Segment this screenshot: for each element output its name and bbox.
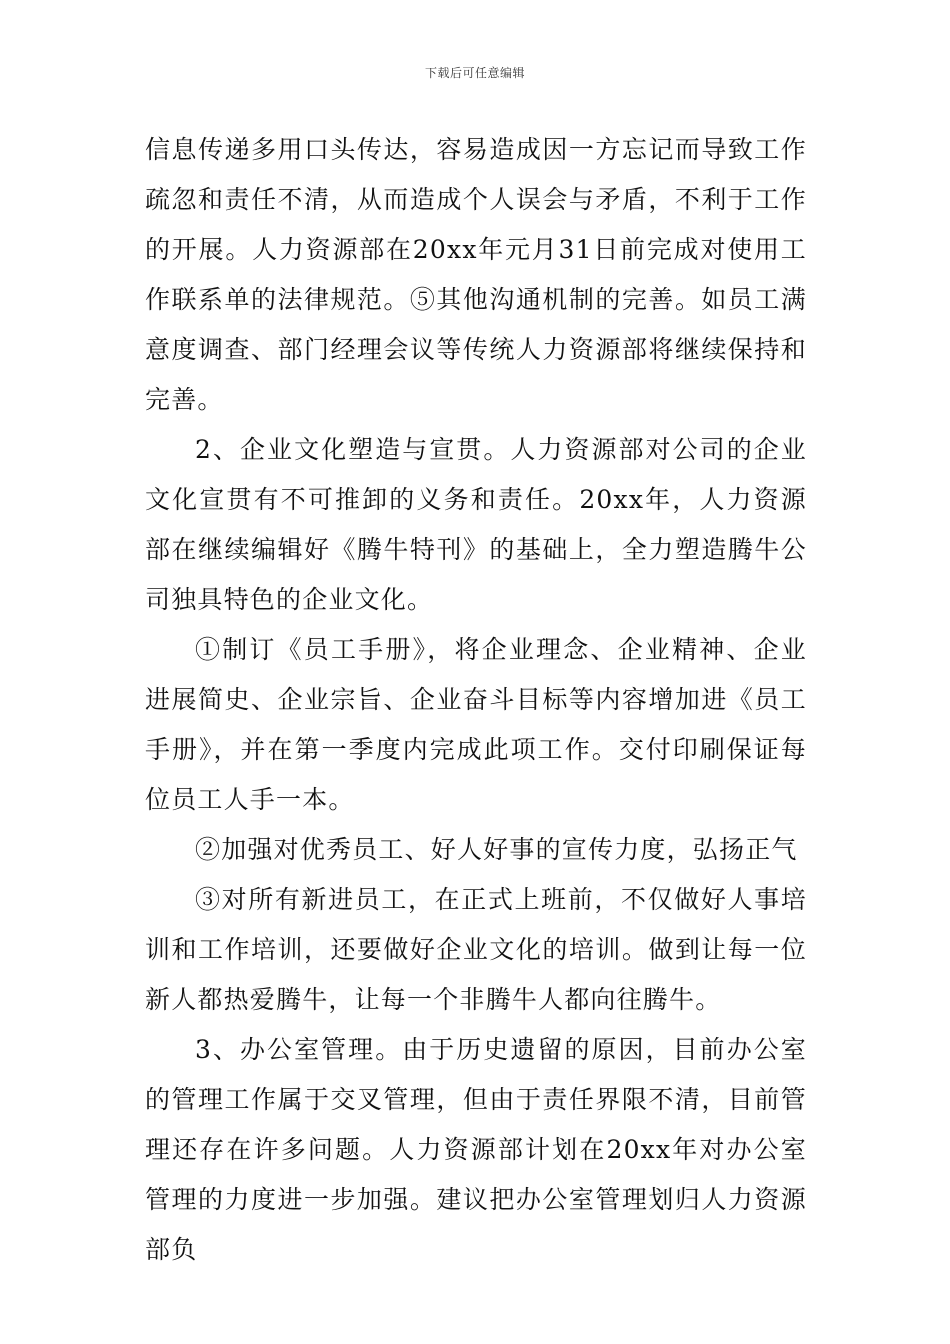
- paragraph-promotion: ②加强对优秀员工、好人好事的宣传力度，弘扬正气: [195, 835, 798, 864]
- paragraph-communication: 信息传递多用口头传达，容易造成因一方忘记而导致工作疏忽和责任不清，从而造成个人误会与矛盾，不利于工作的开展。人力资源部在20xx年元月31日前完成对使用工作联系单的法律规范。⑤其他沟通机制的完善。如员工满意度调查、部门经理会议等传统人力资源部将继续保持和完善。: [145, 135, 807, 414]
- paragraph-office-management: 3、办公室管理。由于历史遗留的原因，目前办公室的管理工作属于交叉管理，但由于责任界限不清，目前管理还存在许多问题。人力资源部计划在20xx年对办公室管理的力度进一步加强。建议把办公室管理划归人力资源部负: [145, 1035, 807, 1264]
- document-body: [145, 125, 807, 1275]
- page-header: 下载后可任意编辑: [424, 66, 525, 80]
- paragraph-employee-handbook: ①制订《员工手册》，将企业理念、企业精神、企业进展简史、企业宗旨、企业奋斗目标等内容增加进《员工手册》，并在第一季度内完成此项工作。交付印刷保证每位员工人手一本。: [145, 635, 807, 814]
- paragraph-corporate-culture: 2、企业文化塑造与宣贯。人力资源部对公司的企业文化宣贯有不可推卸的义务和责任。20xx年，人力资源部在继续编辑好《腾牛特刊》的基础上，全力塑造腾牛公司独具特色的企业文化。: [145, 435, 807, 614]
- paragraph-new-employee-training: ③对所有新进员工，在正式上班前，不仅做好人事培训和工作培训，还要做好企业文化的培训。做到让每一位新人都热爱腾牛，让每一个非腾牛人都向往腾牛。: [145, 885, 807, 1014]
